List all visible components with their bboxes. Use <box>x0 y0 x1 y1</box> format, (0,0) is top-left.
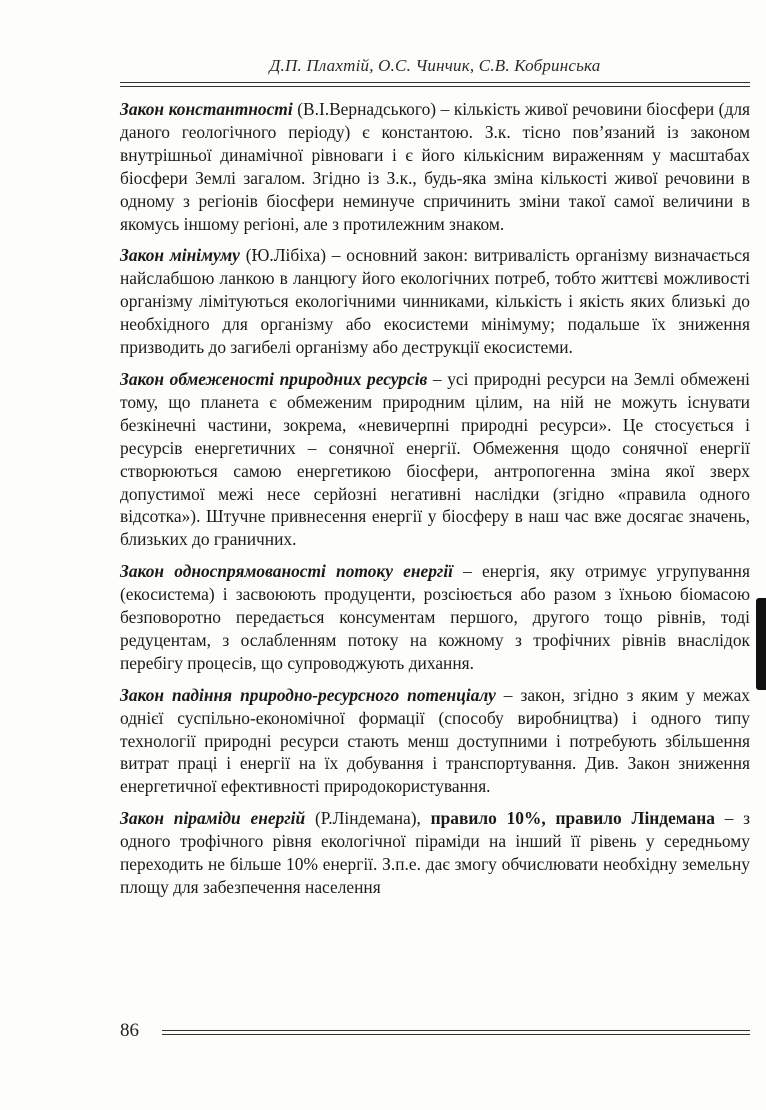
entry-term: Закон піраміди енергій <box>120 808 306 829</box>
entry-zakon-konstantnosti <box>120 98 750 235</box>
entry-term: Закон односпрямованості потоку енергії <box>120 561 453 582</box>
entry-zakon-piramidy <box>120 807 750 899</box>
entry-author: (Р.Ліндемана), <box>305 808 431 829</box>
entry-synonym: правило 10%, правило Ліндемана <box>430 808 715 829</box>
entry-term: Закон обмеженості природних ресурсів <box>120 368 428 389</box>
body-text <box>120 98 750 908</box>
entry-zakon-obmezhenosti <box>120 368 750 551</box>
footer-rule <box>162 1030 750 1035</box>
header-rule <box>120 82 750 87</box>
entry-definition: (Ю.Лібіха) – основний закон: витривалість організму визначається найслабшою ланкою в ланцюгу його екологічних потреб, тобто життєві можливості організму лімітуються екологічними чинниками, кількість і якість яких близькі до необхідного для організму або екосистеми мінімуму; подальше їх зниження призводить до загибелі організму або деструкції екосистеми. <box>120 245 750 358</box>
entry-term: Закон мінімуму <box>120 245 240 266</box>
entry-zakon-padinnia <box>120 684 750 799</box>
entry-zakon-minimumu <box>120 244 750 359</box>
page-number: 86 <box>120 1020 139 1041</box>
entry-definition: – енергія, яку отримує угрупування (екосистема) і засвоюють продуценти, розсіюється або разом з їхньою біомасою безповоротно передається консументам першого, другого тощо рівнів, тоді редуцентам, з ослабленням потоку на кожному з трофічних рівнів внаслідок перебігу процесів, що супроводжують дихання. <box>120 561 750 673</box>
entry-definition: – закон, згідно з яким у межах однієї суспільно-економічної формації (способу виробництва) і одного типу технології природні ресурси стають менш доступними і потребують збільшення витрат праці і енергії на їх добування і транспортування. Див. Закон зниження енергетичної ефективності природокористування. <box>120 684 750 797</box>
entry-term: Закон константності <box>120 99 293 119</box>
running-header: Д.П. Плахтій, О.С. Чинчик, С.В. Кобринська <box>269 56 601 75</box>
entry-definition: (В.І.Вернадського) – кількість живої речовини біосфери (для даного геологічного періоду) є константою. З.к. тісно пов’язаний із законом внутрішньої динамічної рівноваги і є його кількісним вираженням у масштабах біосфери Землі загалом. Згідно із З.к., будь-яка зміна кількості живої речовини в одному з регіонів біосфери неминуче спричинить зміни такої самої величини в якомусь іншому регіоні, але з протилежним знаком. <box>120 99 751 234</box>
entry-zakon-odnospriamovanosti <box>120 560 750 675</box>
entry-definition: – з одного трофічного рівня екологічної піраміди на інший її рівень у середньому переходить не більше 10% енергії. З.п.е. дає змогу обчислювати необхідну земельну площу для забезпечення населення <box>120 808 751 897</box>
entry-term: Закон падіння природно-ресурсного потенціалу <box>120 684 496 705</box>
entry-definition: – усі природні ресурси на Землі обмежені тому, що планета є обмеженим природним цілим, на ній не можуть існувати безкінечні частини, зокрема, «невичерпні природні ресурси». Це стосується і ресурсів енергетичних – сонячної енергії. Обмеження щодо сонячної енергії створюються самою енергетикою біосфери, антропогенна зміна якої зверх допустимої межі несе серйозні негативні наслідки (згідно «правила одного відсотка»). Штучне привнесення енергії у біосферу в наш час вже досягає значень, близьких до граничних. <box>120 368 750 550</box>
scan-edge-mark <box>756 598 766 690</box>
